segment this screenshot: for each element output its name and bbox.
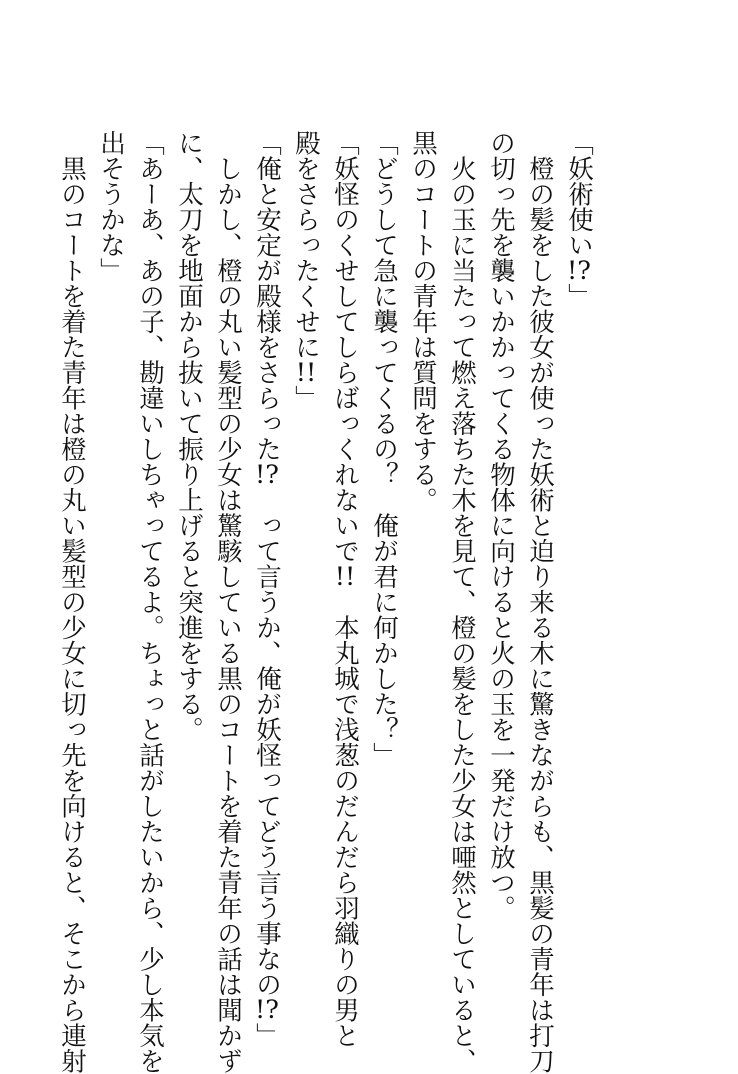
text-line: 出そうかな」	[96, 130, 126, 283]
vertical-text-body	[52, 130, 598, 1074]
text-line: 橙の髪をした彼女が使った妖術と迫り来る木に驚きながらも、黒髪の青年は打刀	[525, 130, 555, 1074]
text-line: 「妖怪のくせしてしらばっくれないで!! 本丸城で浅葱のだんだら羽織りの男と	[330, 130, 360, 1048]
text-line: 火の玉に当たって燃え落ちた木を見て、橙の髪をした少女は唖然としていると、	[447, 130, 477, 1074]
text-line: 黒のコートを着た青年は橙の丸い髪型の少女に切っ先を向けると、そこから連射	[57, 130, 87, 1074]
text-line: 「俺と安定が殿様をさらった!? って言うか、俺が妖怪ってどう言う事なの!?」	[252, 130, 282, 1048]
text-line: 黒のコートの青年は質問をする。	[408, 130, 438, 513]
text-line: 「どうして急に襲ってくるの？ 俺が君に何かした？」	[369, 130, 399, 768]
text-line: 「妖術使い!?」	[564, 130, 594, 309]
text-line: 「あーあ、あの子、勘違いしちゃってるよ。ちょっと話がしたいから、少し本気を	[135, 130, 165, 1074]
text-line: に、太刀を地面から抜いて振り上げると突進をする。	[174, 130, 204, 742]
text-line: の切っ先を襲いかかってくる物体に向けると火の玉を一発だけ放つ。	[486, 130, 516, 921]
text-line: しかし、橙の丸い髪型の少女は驚駭している黒のコートを着た青年の話は聞かず	[213, 130, 243, 1074]
text-line: 殿をさらったくせに!!」	[291, 130, 321, 411]
